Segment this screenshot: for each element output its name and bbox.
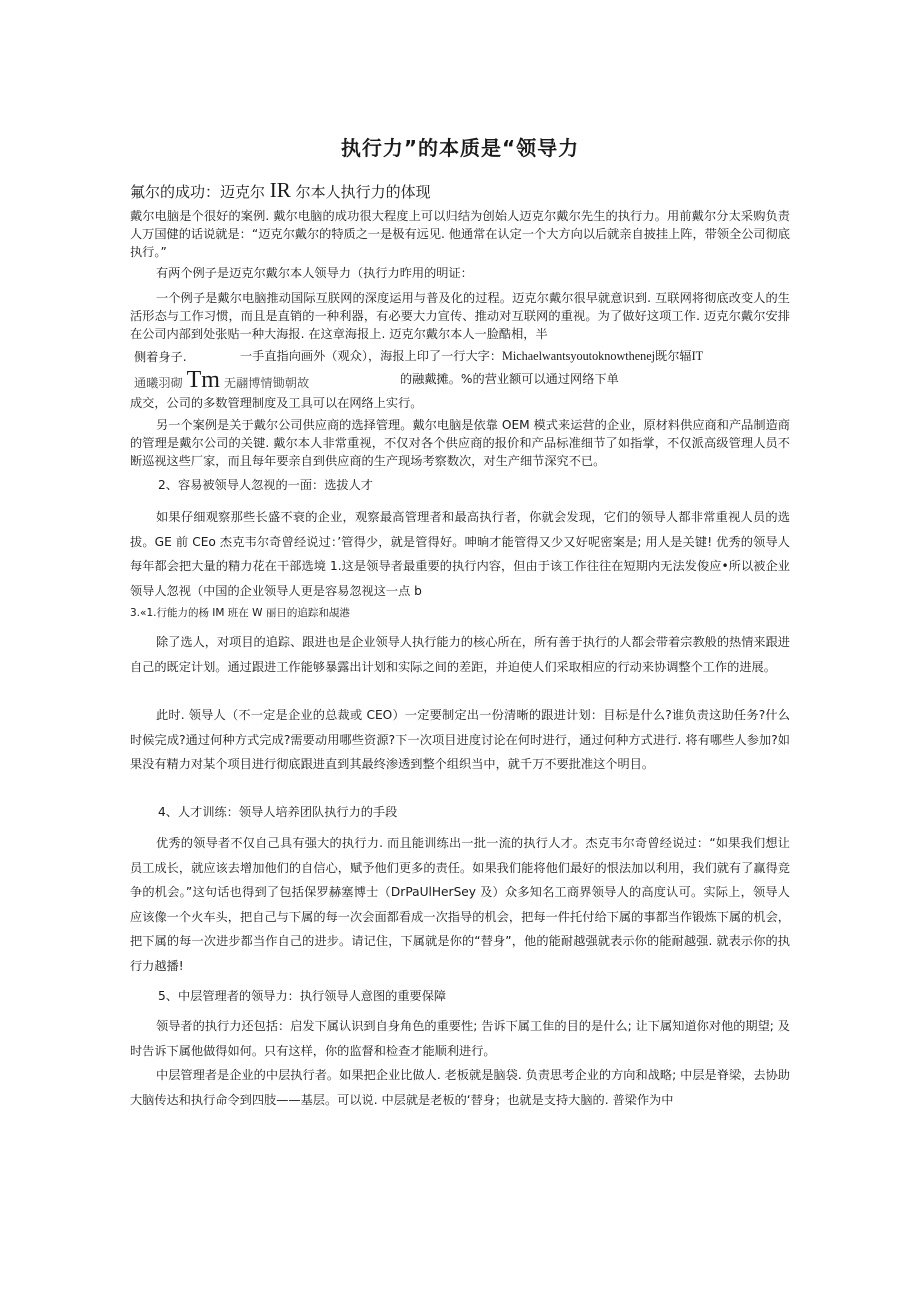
fragment-3-end: 无翮博情锄朝故 xyxy=(223,376,310,390)
paragraph-7: 除了选人，对项目的追踪、跟进也是企业领导人执行能力的核心所在，所有善于执行的人都会带着宗教般的热情来跟进自己的既定计划。通过跟进工作能够暴露出计划和实际之间的差距，并迫使人们采取相应的行动来协调整个工作的进展。 xyxy=(130,635,790,674)
text-fragment-4: 的融戴摊。%的营业额可以通过网络下单 xyxy=(400,372,619,386)
paragraph-8: 此时. 领导人（不一定是企业的总裁或 CEO）一定要制定出一份清晰的跟进计划：目标是什么?谁负责这助任务?什么时候完成?通过何种方式完成?需要动用哪些资源?下一次项目进度讨论在何时进行，通过何种方式进行. 将有哪些人参加?如果没有精力对某个项目进行彻底跟进直到其最终渗透到整个组织当中，就千万不要批准这个明目。 xyxy=(130,708,790,771)
text-fragment-2 xyxy=(240,347,703,364)
text-fragment-1: 侧着身子. xyxy=(134,350,187,364)
subtitle-large-glyph: IR xyxy=(269,178,291,202)
fragment-2-text: 一手直指向画外（观众），海报上印了一行大字： xyxy=(240,349,503,363)
fragment-2-end: IT xyxy=(691,349,704,363)
fragment-3-start: 通曦羽砌 xyxy=(134,376,183,390)
paragraph-4: 成交，公司的多数管理制度及工具可以在网络上实行。 xyxy=(130,396,423,410)
fragment-3-large-glyph: Tm xyxy=(186,367,220,393)
heading-5: 5、中层管理者的领导力：执行领导人意图的重要保障 xyxy=(158,989,447,1003)
paragraph-6: 如果仔细观察那些长盛不衰的企业，观察最高管理者和最高执行者，你就会发现，它们的领导人都非常重视人员的选拔。GE 前 CEo 杰克韦尔奇曾经说过：’管得少，就是管得好。呻晌才能管得又少又好呢密案是; 用人是关键! 优秀的领导人每年都会把大量的精力花在干部选境 1.这是领导者最重要的执行内容，但由于该工作往往在短期内无法发俊应•所以被企业领导人忽视（中国的企业领导人更是容易忽视这一点 b xyxy=(130,510,790,598)
paragraph-3: 一个例子是戴尔电脑推动国际互朕网的深度运用与普及化的过程。迈克尔戴尔很早就意识到. 互联网将彻底改变人的生活形态与工作习惯，而且是直销的一种利器，有必要大力宣传、推动对互联网的重视。为了做好这项工作. 迈克尔戴尔安排在公司内部到处张贴一种大海报. 在这章海报上. 迈克尔戴尔本人一脸酷相，半 xyxy=(130,291,790,341)
heading-2: 2、容易被领导人忽视的一面：选拔人才 xyxy=(158,478,373,492)
heading-3: 3.«1.行能力的杨 IM 班在 W 丽日的追踪和覘港 xyxy=(130,607,350,619)
paragraph-5: 另一个案例是关于戴尔公司供应商的选择管理。戴尔电脑是依靠 OEM 模式来运营的企业，原材料供应商和产品制造商的管理是戴尔公司的关键. 戴尔本人非常重视，不仅对各个供应商的报价和产品标准细节了如指掌，不仅派高级管理人员不断巡视这些厂家，而且每年要亲自到供应商的生产现场考察数次，对生产细节深究不已。 xyxy=(130,418,790,468)
subtitle-text-end: 尔本人执行力的体现 xyxy=(295,183,431,201)
paragraph-1: 戴尔电脑是个很好的案例. 戴尔电脑的成功很大程度上可以归结为创始人迈克尔戴尔先生的执行力。用前戴尔分太采购负责人万国健的话说就是：“迈克尔戴尔的特质之一是极有远见. 他通常在认定一个大方向以后就亲自披挂上阵，带领全公司彻底执行。” xyxy=(130,209,790,259)
text-fragment-3 xyxy=(134,367,309,394)
subtitle-text-start: 氟尔的成功：迈克尔 xyxy=(130,183,266,201)
paragraph-2: 有两个例子是迈克尔戴尔本人领导力（执行力昨用的明证： xyxy=(156,266,473,280)
heading-4: 4、人才训练：领导人培养团队执行力的手段 xyxy=(158,805,398,819)
page-title: 执行力”的本质是“领导力 xyxy=(340,136,580,160)
fragment-2-tail: 既尔辐 xyxy=(655,349,692,363)
section-subtitle xyxy=(130,178,431,203)
paragraph-10: 领导者的执行力还包括：启发下属认识到自身角色的重要性; 告诉下属工隹的目的是什么; 让下属知道你对他的期望; 及时告诉下属他做得如何。只有这样，你的监督和检查才能顺利进行。 xyxy=(130,1019,790,1058)
fragment-2-latin: Michaelwantsyoutoknowthenej xyxy=(502,349,656,363)
paragraph-9: 优秀的领导者不仅自己具有强大的执行力. 而且能训练出一批一流的执行人才。杰克韦尔奇曾经说过：“如果我们想让员工成长，就应该去增加他们的自信心，赋予他们更多的责任。如果我们能将他们最好的恨法加以利用，我们就有了赢得竞争的机会。”这句话也得到了包括保罗赫塞博士（DrPaUlHerSey 及）众多知名工商界领导人的高度认可。实际上，领导人应该像一个火车头，把自己与下属的每一次会面都看成一次指导的机会，把每一件托付给下属的事都当作锻炼下属的机会，把下属的每一次进步都当作自己的进步。请记住，下属就是你的“替身”，他的能耐越强就表示你的能耐越强. 就表示你的执行力越播! xyxy=(130,836,790,973)
paragraph-11: 中层管理者是企业的中层执行者。如果把企业比做人. 老板就是脑袋. 负责思考企业的方向和战略; 中层是脊梁，去协助大脑传达和执行命令到四肢——基层。可以说. 中层就是老板的‘替身；也就是支持大脑的. 普梁作为中 xyxy=(130,1068,790,1107)
